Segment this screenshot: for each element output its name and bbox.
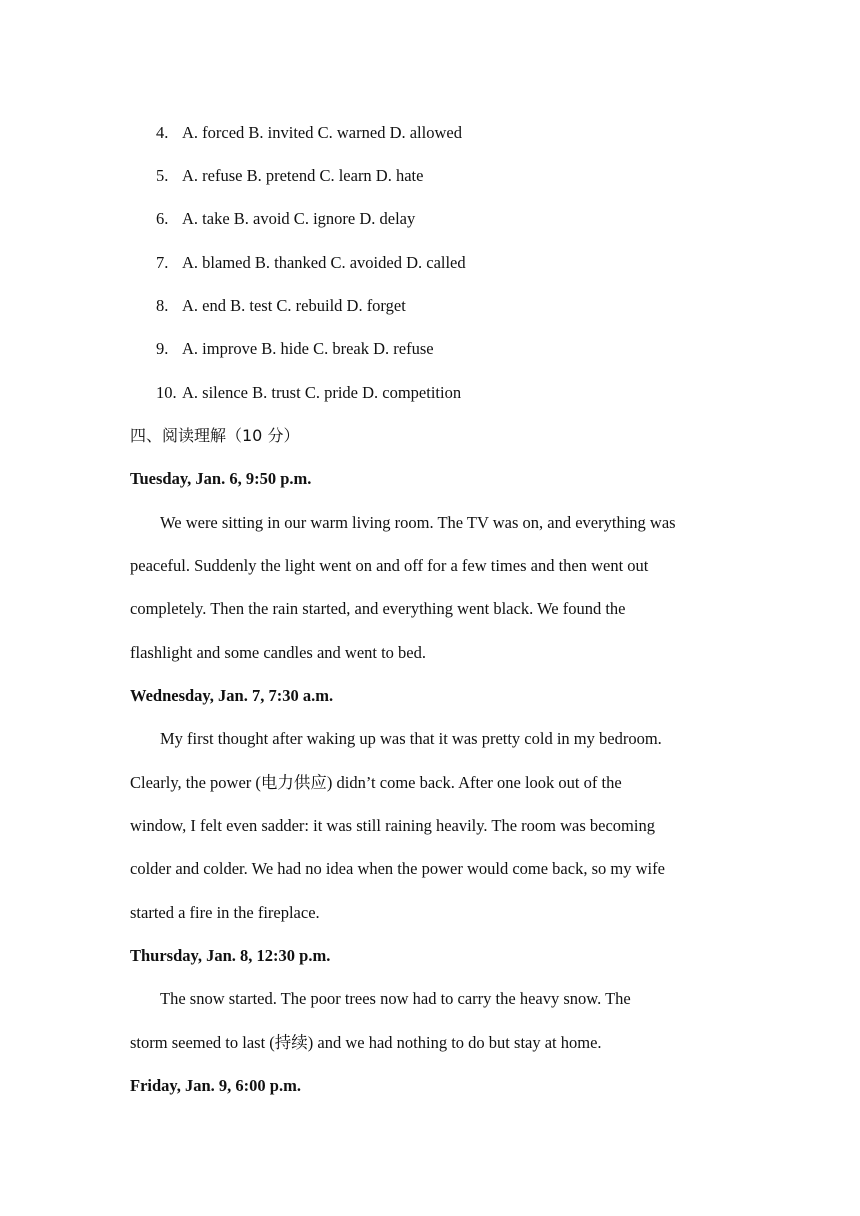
paragraph-line: Clearly, the power (电力供应) didn’t come back. After one look out of the bbox=[130, 773, 622, 792]
paragraph-line: started a fire in the fireplace. bbox=[130, 903, 320, 922]
option-line bbox=[156, 383, 461, 403]
paragraph-line: storm seemed to last (持续) and we had nothing to do but stay at home. bbox=[130, 1033, 602, 1052]
option-number: 10. bbox=[156, 383, 177, 402]
option-line bbox=[156, 296, 406, 316]
option-line bbox=[156, 339, 434, 359]
paragraph-line: flashlight and some candles and went to bed. bbox=[130, 643, 427, 662]
option-line bbox=[156, 166, 423, 186]
paragraph-line: peaceful. Suddenly the light went on and off for a few times and then went out bbox=[130, 556, 649, 575]
option-number: 8. bbox=[156, 296, 169, 315]
option-text: A. forced B. invited C. warned D. allowed bbox=[182, 123, 462, 142]
paragraph-line: The snow started. The poor trees now had to carry the heavy snow. The bbox=[160, 989, 631, 1008]
option-number: 4. bbox=[156, 123, 169, 142]
option-number: 9. bbox=[156, 339, 169, 358]
option-number: 6. bbox=[156, 209, 169, 228]
option-number: 7. bbox=[156, 253, 169, 272]
option-text: A. blamed B. thanked C. avoided D. called bbox=[182, 253, 466, 272]
paragraph-line: colder and colder. We had no idea when the power would come back, so my wife bbox=[130, 859, 665, 878]
paragraph-line: We were sitting in our warm living room. The TV was on, and everything was bbox=[160, 513, 676, 532]
entry-heading: Wednesday, Jan. 7, 7:30 a.m. bbox=[130, 686, 334, 705]
option-text: A. take B. avoid C. ignore D. delay bbox=[182, 209, 416, 228]
option-text: A. improve B. hide C. break D. refuse bbox=[182, 339, 434, 358]
paragraph-line: My first thought after waking up was that it was pretty cold in my bedroom. bbox=[160, 729, 662, 748]
option-line bbox=[156, 253, 466, 273]
entry-heading: Thursday, Jan. 8, 12:30 p.m. bbox=[130, 946, 331, 965]
paragraph-line: window, I felt even sadder: it was still raining heavily. The room was becoming bbox=[130, 816, 655, 835]
option-text: A. silence B. trust C. pride D. competition bbox=[182, 383, 462, 402]
section-title: 四、阅读理解（10 分） bbox=[130, 426, 300, 445]
paragraph-line: completely. Then the rain started, and everything went black. We found the bbox=[130, 599, 626, 618]
option-line bbox=[156, 209, 415, 229]
entry-heading: Friday, Jan. 9, 6:00 p.m. bbox=[130, 1076, 301, 1095]
option-text: A. refuse B. pretend C. learn D. hate bbox=[182, 166, 424, 185]
option-number: 5. bbox=[156, 166, 169, 185]
option-text: A. end B. test C. rebuild D. forget bbox=[182, 296, 406, 315]
entry-heading: Tuesday, Jan. 6, 9:50 p.m. bbox=[130, 469, 312, 488]
option-line bbox=[156, 123, 462, 143]
